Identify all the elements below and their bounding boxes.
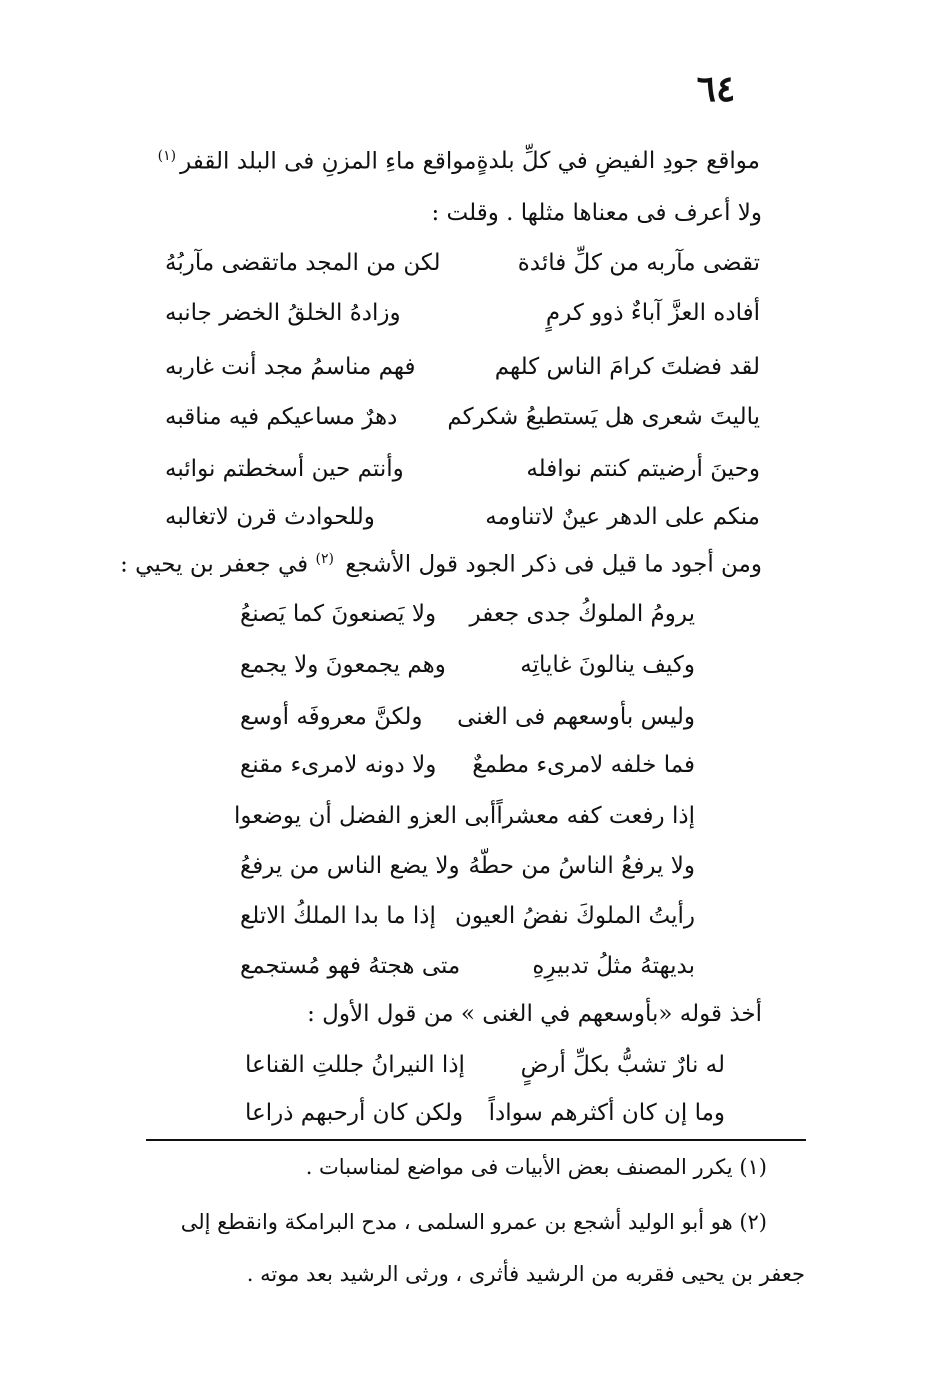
verse-second-hemistich: لكن من المجد ماتقضى مآربُهُ	[165, 250, 441, 276]
prose-line: ولا أعرف فى معناها مثلها . وقلت :	[431, 200, 762, 226]
verse-line	[165, 354, 760, 380]
verse-line	[240, 853, 695, 879]
verse-first-hemistich: له نارٌ تشبُّ بكلِّ أرضٍ	[520, 1052, 725, 1078]
footnote-1: (١) يكرر المصنف بعض الأبيات فى مواضع لمناسبات .	[305, 1155, 767, 1179]
footnote-marker: (١)	[157, 148, 177, 164]
verse-line	[240, 953, 695, 979]
verse-first-hemistich: مواقع جودِ الفيضِ في كلِّ بلدةٍ	[476, 148, 760, 174]
verse-first-hemistich: بديهتهُ مثلُ تدبيرِهِ	[532, 953, 695, 979]
verse-first-hemistich: فما خلفه لامرىء مطمعٌ	[472, 752, 695, 778]
verse-first-hemistich: وحينَ أرضيتم كنتم نوافله	[526, 456, 760, 482]
verse-second-hemistich: وزادهُ الخلقُ الخضر جانبه	[165, 300, 401, 326]
verse-second-hemistich: فهم مناسمُ مجد أنت غاربه	[165, 354, 416, 380]
verse-second-hemistich: وللحوادث قرن لاتغالبه	[165, 504, 375, 530]
verse-first-hemistich: إذا رفعت كفه معشراً	[496, 803, 695, 829]
verse-first-hemistich: ولا يرفعُ الناسُ من حطّهُ	[468, 853, 695, 879]
verse-line	[240, 704, 695, 730]
verse-first-hemistich: يرومُ الملوكُ جدى جعفر	[469, 601, 695, 627]
footnote-2: (٢) هو أبو الوليد أشجع بن عمرو السلمى ، مدح البرامكة وانقطع إلى	[180, 1210, 767, 1234]
footnote-divider	[146, 1139, 806, 1141]
verse-first-hemistich: وما إن كان أكثرهم سواداً	[488, 1100, 725, 1126]
verse-second-hemistich: وهم يجمعونَ ولا يجمع	[240, 652, 446, 678]
verse-line	[165, 456, 760, 482]
verse-second-text: مواقع ماءِ المزنِ فى البلد القفر	[180, 148, 477, 175]
verse-line	[233, 803, 695, 829]
verse-line	[165, 504, 760, 530]
verse-second-hemistich: أبى العزو الفضل أن يوضعوا	[233, 803, 497, 829]
verse-line	[245, 1100, 725, 1126]
prose-line: أخذ قوله «بأوسعهم في الغنى » من قول الأول :	[307, 1001, 762, 1027]
verse-second-hemistich: ولكن كان أرحبهم ذراعا	[245, 1100, 464, 1126]
verse-second-hemistich: ولا يضع الناس من يرفعُ	[240, 853, 460, 879]
verse-second-hemistich: وأنتم حين أسخطتم نوائبه	[165, 456, 404, 482]
footnote-2-continuation: جعفر بن يحيى فقربه من الرشيد فأثرى ، ورثى الرشيد بعد موته .	[246, 1262, 805, 1286]
verse-second-hemistich: ولكنَّ معروفَه أوسع	[240, 704, 423, 730]
verse-first-hemistich: تقضى مآربه من كلِّ فائدة	[517, 250, 760, 276]
verse-second-hemistich: إذا ما بدا الملكُ الاتلع	[240, 903, 436, 929]
prose-text: ومن أجود ما قيل فى ذكر الجود قول الأشجع	[345, 551, 762, 578]
intro-verse	[157, 148, 760, 175]
prose-continuation: في جعفر بن يحيي :	[120, 551, 309, 578]
page-number: ٦٤	[696, 68, 736, 110]
verse-first-hemistich: منكم على الدهر عينٌ لاتناومه	[485, 504, 760, 530]
verse-line	[165, 250, 760, 276]
prose-line	[120, 551, 762, 578]
verse-second-hemistich: إذا النيرانُ جللتِ القناعا	[245, 1052, 465, 1078]
verse-first-hemistich: وكيف ينالونَ غاياتِه	[520, 652, 695, 678]
verse-first-hemistich: رأيتُ الملوكَ نفضُ العيون	[455, 903, 695, 929]
verse-first-hemistich: ياليتَ شعرى هل يَستطيعُ شكركم	[447, 404, 760, 430]
verse-line	[240, 652, 695, 678]
verse-second-hemistich: دهرٌ مساعيكم فيه مناقبه	[165, 404, 398, 430]
footnote-marker: (٢)	[315, 551, 334, 567]
verse-line	[245, 1052, 725, 1078]
verse-line	[240, 752, 695, 778]
verse-line	[165, 404, 760, 430]
verse-line	[240, 601, 695, 627]
verse-line	[240, 903, 695, 929]
verse-first-hemistich: أفاده العزَّ آباءٌ ذوو كرمٍ	[545, 300, 760, 326]
verse-second-hemistich	[158, 148, 477, 175]
verse-second-hemistich: ولا دونه لامرىء مقنع	[240, 752, 437, 778]
verse-first-hemistich: وليس بأوسعهم فى الغنى	[457, 704, 695, 730]
verse-first-hemistich: لقد فضلتَ كرامَ الناس كلهم	[494, 354, 760, 380]
verse-second-hemistich: ولا يَصنعونَ كما يَصنعُ	[240, 601, 437, 627]
verse-second-hemistich: متى هجتهُ فهو مُستجمع	[240, 953, 461, 979]
verse-line	[165, 300, 760, 326]
